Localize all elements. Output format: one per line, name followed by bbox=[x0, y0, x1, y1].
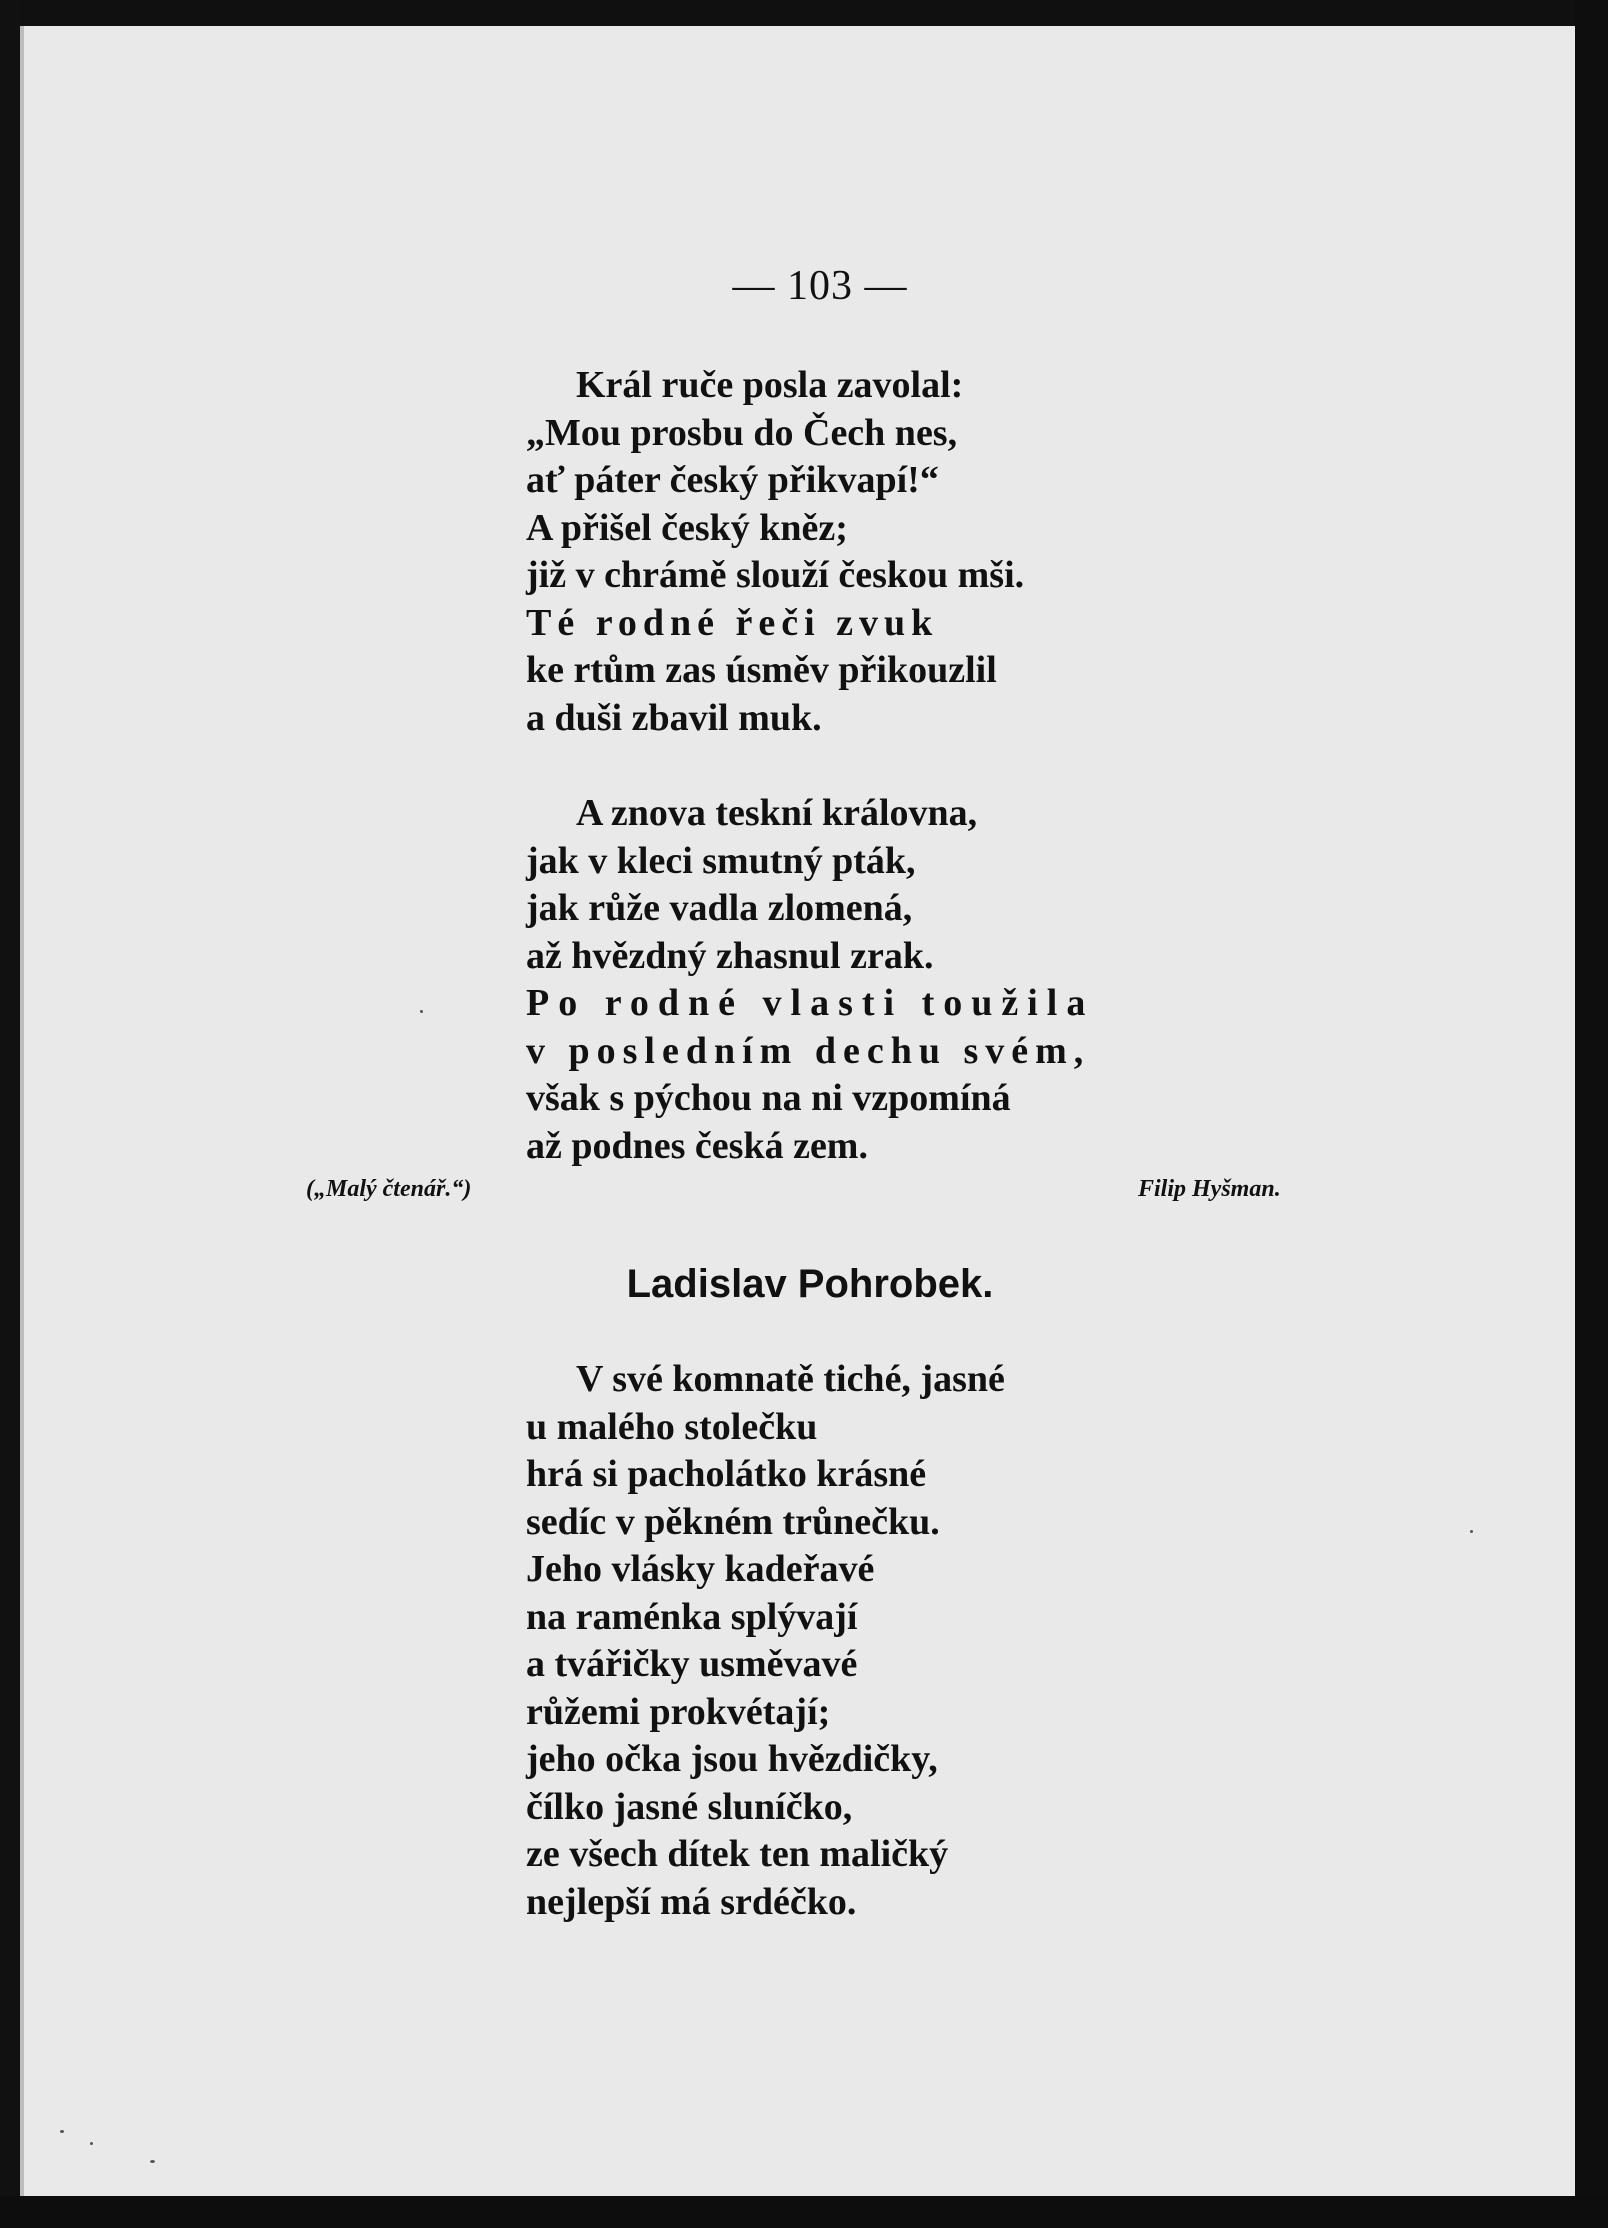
verse-line: však s pýchou na ni vzpomíná bbox=[526, 1077, 1011, 1119]
verse-line: a tvářičky usměvavé bbox=[526, 1643, 858, 1685]
verse-line: u malého stolečku bbox=[526, 1405, 818, 1448]
poem-title: Ladislav Pohrobek. bbox=[626, 1262, 994, 1306]
scan-speck bbox=[60, 2130, 64, 2133]
scan-speck bbox=[1470, 1530, 1473, 1533]
verse-line: Po rodné vlasti toužila bbox=[526, 982, 1095, 1024]
verse-line: Jeho vlásky kadeřavé bbox=[526, 1548, 875, 1590]
scan-border-left bbox=[0, 0, 20, 2228]
verse-line: čílko jasné sluníčko, bbox=[526, 1785, 853, 1828]
verse-line: jak v kleci smutný pták, bbox=[526, 839, 916, 882]
verse-line: hrá si pacholátko krásné bbox=[526, 1453, 927, 1495]
author-name: Filip Hyšman. bbox=[1138, 1176, 1281, 1202]
scan-speck bbox=[150, 2160, 155, 2163]
poem-stanza-2 bbox=[526, 790, 1094, 1170]
verse-line: jeho očka jsou hvězdičky, bbox=[526, 1738, 938, 1780]
scan-speck bbox=[90, 2142, 93, 2145]
verse-line: Té rodné řeči zvuk bbox=[526, 601, 939, 644]
scan-speck bbox=[420, 1010, 423, 1013]
verse-line: „Mou prosbu do Čech nes, bbox=[526, 411, 958, 454]
verse-line: až podnes česká zem. bbox=[526, 1124, 868, 1167]
verse-line: růžemi prokvétají; bbox=[526, 1690, 831, 1733]
page-edge bbox=[20, 26, 24, 2196]
page-number: — 103 — bbox=[732, 263, 908, 309]
verse-line: jak růže vadla zlomená, bbox=[526, 887, 913, 929]
verse-line: v posledním dechu svém, bbox=[526, 1029, 1091, 1072]
poem-stanza-1 bbox=[526, 362, 1024, 742]
verse-line: až hvězdný zhasnul zrak. bbox=[526, 934, 934, 977]
verse-line: V své komnatě tiché, jasné bbox=[576, 1358, 1005, 1400]
verse-line: Král ruče posla zavolal: bbox=[576, 364, 964, 406]
scan-border-right bbox=[1575, 0, 1608, 2228]
source-citation: („Malý čtenář.“) bbox=[306, 1176, 472, 1202]
verse-line: ze všech dítek ten maličký bbox=[526, 1833, 949, 1875]
verse-line: a duši zbavil muk. bbox=[526, 696, 822, 739]
verse-line: na raménka splývají bbox=[526, 1595, 858, 1638]
verse-line: A přišel český kněz; bbox=[526, 506, 848, 549]
verse-line: ať páter český přikvapí!“ bbox=[526, 459, 939, 501]
verse-line: A znova teskní královna, bbox=[576, 792, 978, 834]
verse-line: ke rtům zas úsměv přikouzlil bbox=[526, 649, 997, 691]
poem-stanza-3 bbox=[526, 1356, 1005, 1926]
scan-border-top bbox=[0, 0, 1608, 26]
verse-line: sedíc v pěkném trůnečku. bbox=[526, 1500, 940, 1543]
verse-line: nejlepší má srdéčko. bbox=[526, 1880, 857, 1923]
verse-line: již v chrámě slouží českou mši. bbox=[526, 554, 1025, 596]
scan-border-bottom bbox=[0, 2196, 1608, 2228]
